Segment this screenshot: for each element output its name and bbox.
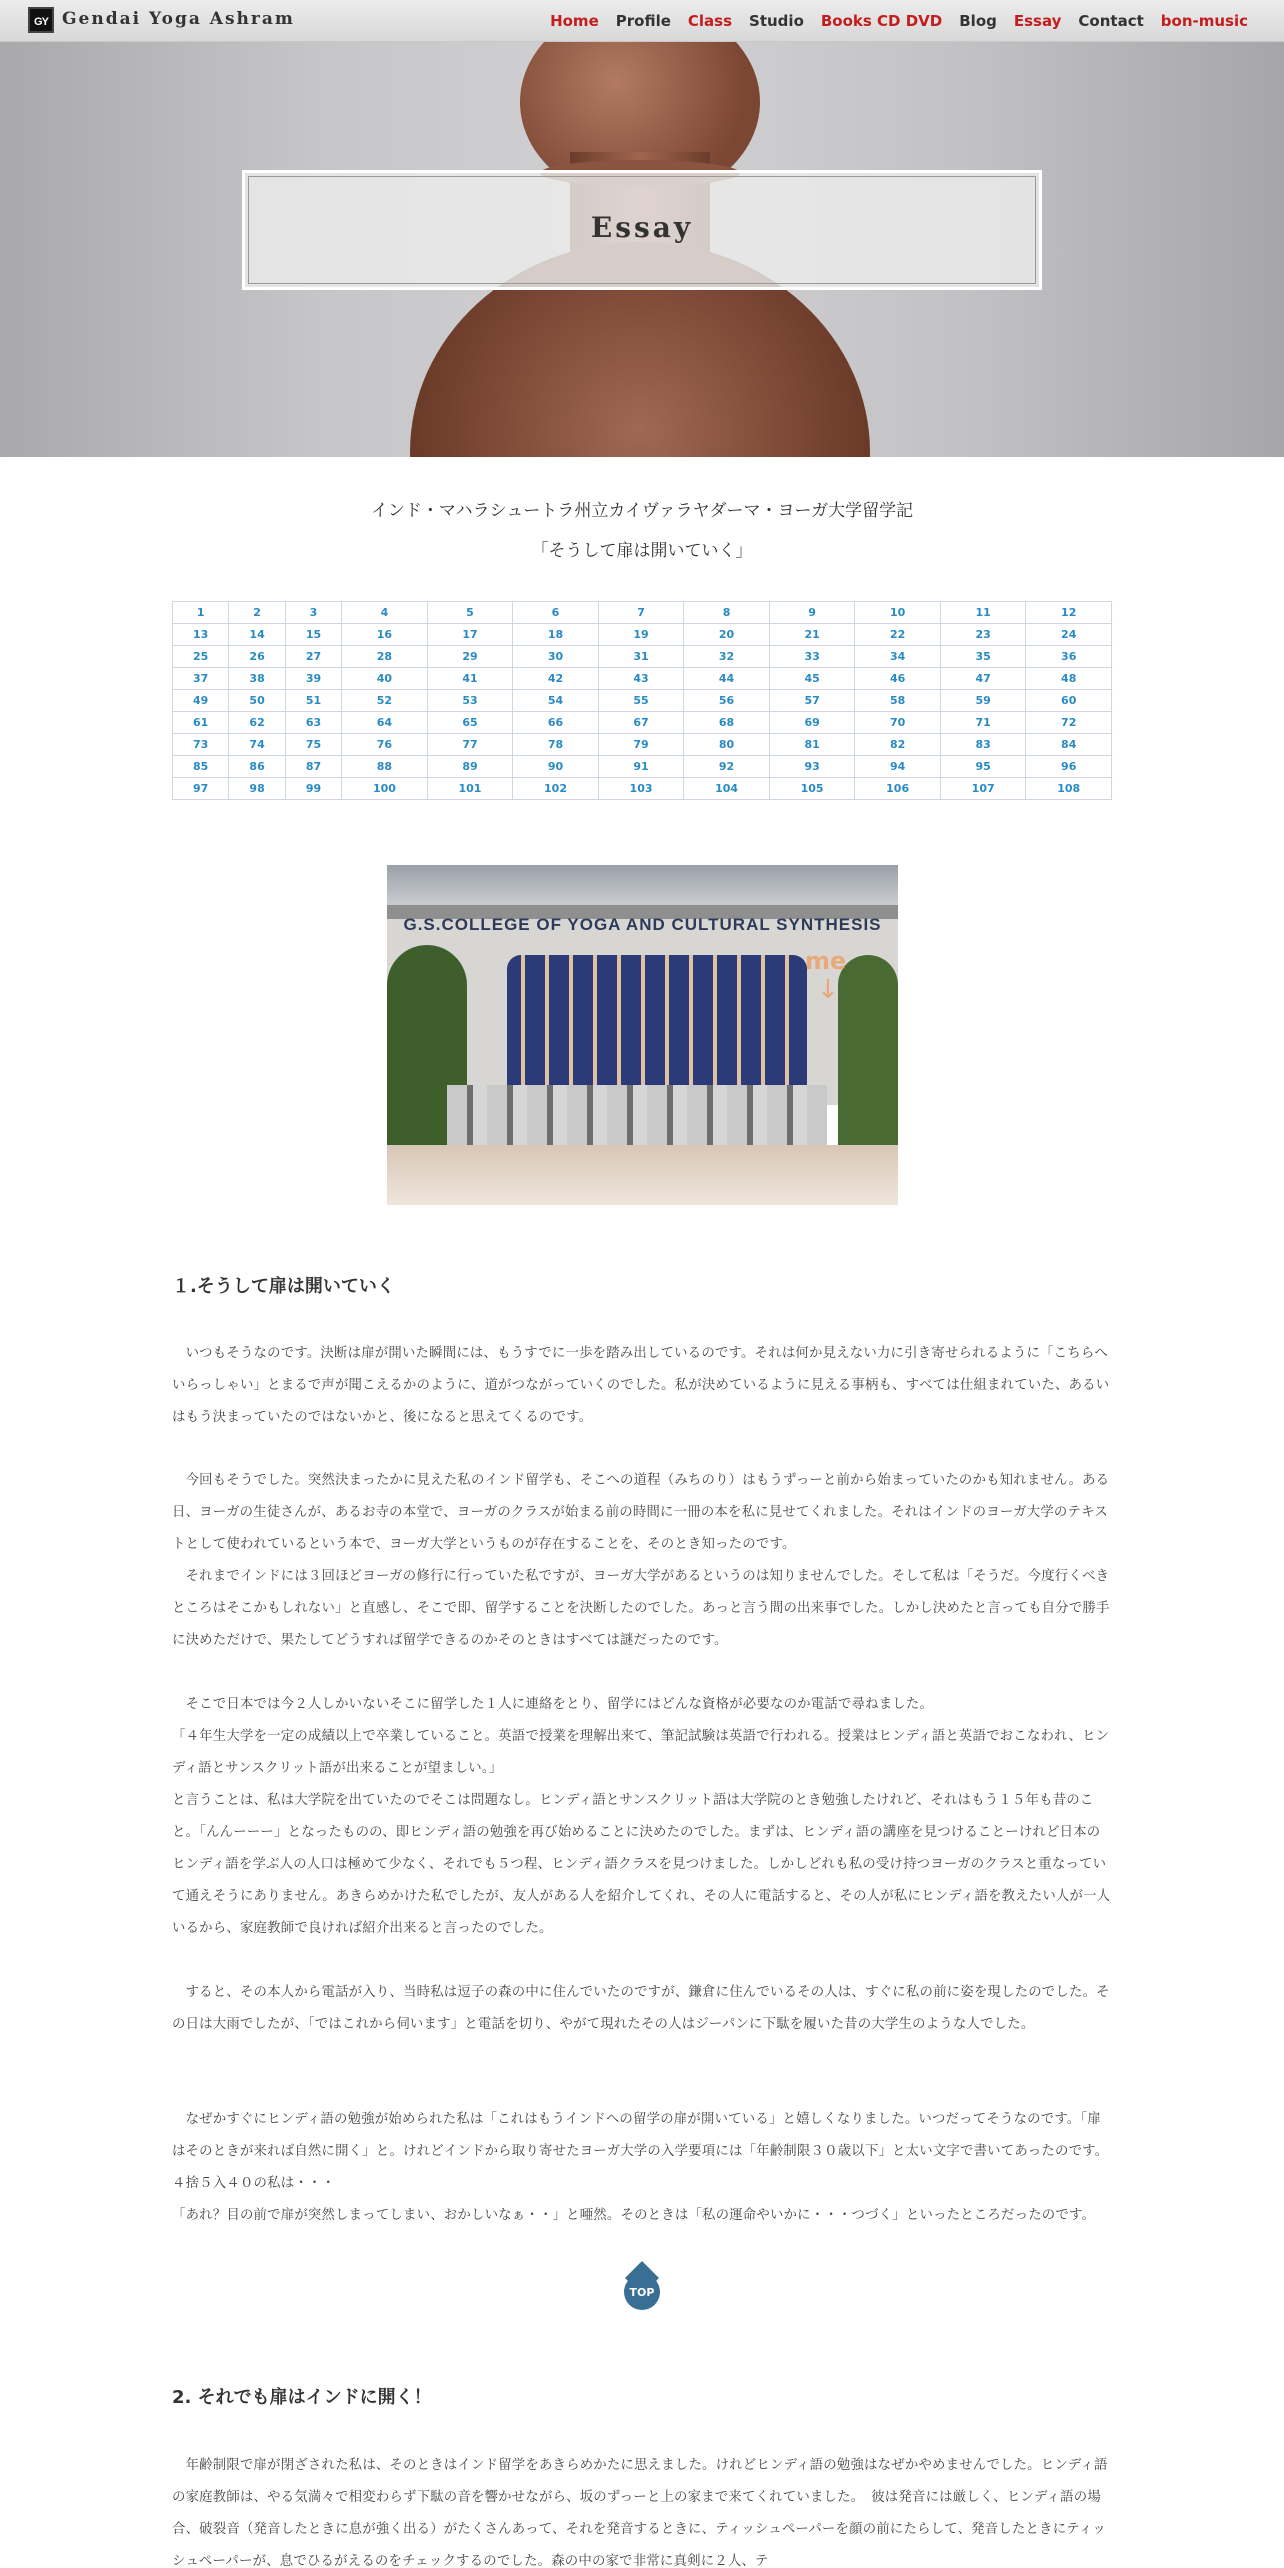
chapter-link[interactable]: 15 [285, 624, 341, 646]
chapter-link[interactable]: 12 [1026, 602, 1112, 624]
chapter-link[interactable]: 74 [229, 734, 285, 756]
college-sign: G.S.COLLEGE OF YOGA AND CULTURAL SYNTHESIS [403, 915, 882, 934]
nav-link-bon-music[interactable]: bon-music [1160, 12, 1248, 30]
chapter-index-row [173, 778, 1112, 800]
chapter-link[interactable]: 61 [173, 712, 229, 734]
chapter-link[interactable]: 65 [427, 712, 513, 734]
chapter-link[interactable]: 28 [342, 646, 428, 668]
chapter-link[interactable]: 5 [427, 602, 513, 624]
chapter-link[interactable]: 90 [513, 756, 599, 778]
photo-students [507, 955, 807, 1095]
chapter-index-row [173, 668, 1112, 690]
essay-series-title: インド・マハラシュートラ州立カイヴァラヤダーマ・ヨーガ大学留学記 [370, 501, 914, 521]
chapter-link[interactable]: 57 [769, 690, 855, 712]
chapter-index-row [173, 624, 1112, 646]
logo-icon[interactable]: GY [28, 7, 54, 33]
chapter-link[interactable]: 34 [855, 646, 941, 668]
section-1-paragraph-1: いつもそうなのです。決断は扉が開いた瞬間には、もうすでに一歩を踏み出しているのです。それは何か見えない力に引き寄せられるように「こちらへいらっしゃい」とまるで声が聞こえるかのように、道がつながっていくのでした。私が決めているように見える事柄も、すべては仕組まれていた、あるいはもう決まっていたのではないかと、後になると思えてくるのです。 [172, 1346, 1110, 1425]
photo-ground [387, 1145, 898, 1205]
chapter-link[interactable]: 105 [769, 778, 855, 800]
college-group-photo [387, 865, 898, 1205]
chapter-link[interactable]: 43 [598, 668, 684, 690]
chapter-link[interactable]: 87 [285, 756, 341, 778]
chapter-link[interactable]: 101 [427, 778, 513, 800]
chapter-link[interactable]: 21 [769, 624, 855, 646]
photo-tree-right [838, 955, 898, 1155]
nav-link-studio[interactable]: Studio [749, 12, 804, 30]
chapter-link[interactable]: 98 [229, 778, 285, 800]
chapter-index-table [172, 601, 1112, 800]
chapter-index-row [173, 690, 1112, 712]
chapter-link[interactable]: 52 [342, 690, 428, 712]
chapter-link[interactable]: 103 [598, 778, 684, 800]
chapter-link[interactable]: 50 [229, 690, 285, 712]
chapter-link[interactable]: 84 [1026, 734, 1112, 756]
chapter-link[interactable]: 67 [598, 712, 684, 734]
chapter-link[interactable]: 33 [769, 646, 855, 668]
chapter-link[interactable]: 76 [342, 734, 428, 756]
chapter-link[interactable]: 78 [513, 734, 599, 756]
chapter-index-row [173, 646, 1112, 668]
hero-banner [0, 42, 1284, 457]
chapter-link[interactable]: 49 [173, 690, 229, 712]
nav-link-home[interactable]: Home [550, 12, 599, 30]
nav-link-essay[interactable]: Essay [1013, 12, 1062, 30]
chapter-index-row [173, 756, 1112, 778]
chapter-link[interactable]: 37 [173, 668, 229, 690]
chapter-link[interactable]: 107 [940, 778, 1026, 800]
chapter-link[interactable]: 66 [513, 712, 599, 734]
chapter-link[interactable]: 81 [769, 734, 855, 756]
chapter-link[interactable]: 29 [427, 646, 513, 668]
chapter-link[interactable]: 56 [684, 690, 770, 712]
section-2-paragraph-1: 年齢制限で扉が閉ざされた私は、そのときはインド留学をあきらめかたに思えました。けれどヒンディ語の勉強はなぜかやめませんでした。ヒンディ語の家庭教師は、やる気満々で相変わらず下駄の音を響かせながら、坂のずっーと上の家まで来てくれていました。 彼は発音には厳しく、ヒンディ語の場合、破裂音（発音したときに息が強く出る）がたくさんあって、それを発音するときに、ティッシュペーパーを顔の前にたらして、発音したときにティッシュペーパーが、息でひるがえるのをチェックするのでした。森の中の家で非常に真剣に２人、テ [172, 2458, 1108, 2568]
chapter-link[interactable]: 17 [427, 624, 513, 646]
chapter-link[interactable]: 8 [684, 602, 770, 624]
chapter-link[interactable]: 95 [940, 756, 1026, 778]
chapter-link[interactable]: 64 [342, 712, 428, 734]
chapter-link[interactable]: 26 [229, 646, 285, 668]
chapter-link[interactable]: 47 [940, 668, 1026, 690]
chapter-link[interactable]: 75 [285, 734, 341, 756]
chapter-link[interactable]: 4 [342, 602, 428, 624]
chapter-link[interactable]: 69 [769, 712, 855, 734]
section-1-heading: １.そうして扉は開いていく [172, 1276, 395, 1297]
chapter-link[interactable]: 36 [1026, 646, 1112, 668]
nav-link-profile[interactable]: Profile [615, 12, 671, 30]
chapter-link[interactable]: 23 [940, 624, 1026, 646]
chapter-link[interactable]: 18 [513, 624, 599, 646]
chapter-link[interactable]: 19 [598, 624, 684, 646]
chapter-link[interactable]: 79 [598, 734, 684, 756]
chapter-link[interactable]: 51 [285, 690, 341, 712]
chapter-link[interactable]: 62 [229, 712, 285, 734]
chapter-link[interactable]: 16 [342, 624, 428, 646]
chapter-link[interactable]: 24 [1026, 624, 1112, 646]
chapter-link[interactable]: 83 [940, 734, 1026, 756]
chapter-link[interactable]: 55 [598, 690, 684, 712]
chapter-link[interactable]: 46 [855, 668, 941, 690]
chapter-link[interactable]: 10 [855, 602, 941, 624]
page-title: Essay [590, 211, 694, 244]
chapter-link[interactable]: 20 [684, 624, 770, 646]
chapter-link[interactable]: 41 [427, 668, 513, 690]
chapter-link[interactable]: 77 [427, 734, 513, 756]
chapter-link[interactable]: 3 [285, 602, 341, 624]
me-annotation: me [805, 947, 847, 975]
chapter-link[interactable]: 68 [684, 712, 770, 734]
chapter-link[interactable]: 89 [427, 756, 513, 778]
chapter-link[interactable]: 108 [1026, 778, 1112, 800]
chapter-link[interactable]: 22 [855, 624, 941, 646]
section-1-paragraph-4: すると、その本人から電話が入り、当時私は逗子の森の中に住んでいたのですが、鎌倉に住んでいるその人は、すぐに私の前に姿を現したのでした。その日は大雨でしたが、「ではこれから伺います」と電話を切り、やがて現れたその人はジーパンに下駄を履いた昔の大学生のような人でした。 [172, 1985, 1110, 2032]
chapter-link[interactable]: 58 [855, 690, 941, 712]
chapter-link[interactable]: 6 [513, 602, 599, 624]
arrow-down-icon: ↓ [817, 975, 839, 1005]
chapter-index-row [173, 602, 1112, 624]
back-to-top-label: TOP [629, 2286, 655, 2299]
chapter-link[interactable]: 70 [855, 712, 941, 734]
chapter-link[interactable]: 60 [1026, 690, 1112, 712]
chapter-link[interactable]: 30 [513, 646, 599, 668]
chapter-link[interactable]: 104 [684, 778, 770, 800]
chapter-link[interactable]: 2 [229, 602, 285, 624]
site-brand[interactable]: Gendai Yoga Ashram [62, 9, 295, 29]
chapter-link[interactable]: 48 [1026, 668, 1112, 690]
back-to-top-button[interactable] [622, 2262, 662, 2314]
chapter-link[interactable]: 13 [173, 624, 229, 646]
chapter-link[interactable]: 73 [173, 734, 229, 756]
chapter-link[interactable]: 14 [229, 624, 285, 646]
chapter-link[interactable]: 106 [855, 778, 941, 800]
section-1-paragraph-5: なぜかすぐにヒンディ語の勉強が始められた私は「これはもうインドへの留学の扉が開いている」と嬉しくなりました。いつだってそうなのです。「扉はそのときが来れば自然に開く」と。けれどインドから取り寄せたヨーガ大学の入学要項には「年齢制限３０歳以下」と太い文字で書いてあったのです。４捨５入４０の私は・・・ 「あれ？目の前で扉が突然しまってしまい、おかしいなぁ・・」と唖然。そのときは「私の運命やいかに・・・つづく」といったところだったのです。 [172, 2112, 1109, 2223]
chapter-link[interactable]: 99 [285, 778, 341, 800]
chapter-link[interactable]: 72 [1026, 712, 1112, 734]
chapter-link[interactable]: 53 [427, 690, 513, 712]
photo-sky [387, 865, 898, 905]
chapter-link[interactable]: 54 [513, 690, 599, 712]
chapter-link[interactable]: 35 [940, 646, 1026, 668]
chapter-link[interactable]: 11 [940, 602, 1026, 624]
chapter-link[interactable]: 39 [285, 668, 341, 690]
chapter-index-row [173, 734, 1112, 756]
chapter-link[interactable]: 25 [173, 646, 229, 668]
essay-series-subtitle: 「そうして扉は開いていく」 [531, 541, 753, 561]
chapter-link[interactable]: 38 [229, 668, 285, 690]
chapter-link[interactable]: 93 [769, 756, 855, 778]
chapter-link[interactable]: 63 [285, 712, 341, 734]
top-navbar [0, 0, 1284, 42]
chapter-link[interactable]: 80 [684, 734, 770, 756]
photo-front-row [447, 1085, 827, 1145]
chapter-link[interactable]: 94 [855, 756, 941, 778]
chapter-link[interactable]: 59 [940, 690, 1026, 712]
chapter-link[interactable]: 97 [173, 778, 229, 800]
chapter-link[interactable]: 96 [1026, 756, 1112, 778]
chapter-link[interactable]: 71 [940, 712, 1026, 734]
section-1-paragraph-3: そこで日本では今２人しかいないそこに留学した１人に連絡をとり、留学にはどんな資格が必要なのか電話で尋ねました。 「４年生大学を一定の成績以上で卒業していること。英語で授業を理解出来て、筆記試験は英語で行われる。授業はヒンディ語と英語でおこなわれ、ヒンディ語とサンスクリット語が出来ることが望ましい。」 と言うことは、私は大学院を出ていたのでそこは問題なし。ヒンディ語とサンスクリット語は大学院のとき勉強したけれど、それはもう１５年も昔のこと。「んんーーー」となったものの、即ヒンディ語の勉強を再び始めることに決めたのでした。まずは、ヒンディ語の講座を見つけることーけれど日本のヒンディ語を学ぶ人の人口は極めて少なく、それでも５つ程、ヒンディ語クラスを見つけました。しかしどれも私の受け持つヨーガのクラスと重なっていて通えそうにありません。あきらめかけた私でしたが、友人がある人を紹介してくれ、その人に電話すると、その人が私にヒンディ語を教えたい人が一人いるから、家庭教師で良ければ紹介出来ると言ったのでした。 [172, 1697, 1111, 1936]
chapter-link[interactable]: 1 [173, 602, 229, 624]
hero-title-frame [242, 170, 1042, 290]
chapter-link[interactable]: 31 [598, 646, 684, 668]
chapter-link[interactable]: 27 [285, 646, 341, 668]
chapter-link[interactable]: 7 [598, 602, 684, 624]
chapter-link[interactable]: 91 [598, 756, 684, 778]
nav-link-class[interactable]: Class [687, 12, 733, 30]
chapter-link[interactable]: 45 [769, 668, 855, 690]
chapter-index-row [173, 712, 1112, 734]
chapter-link[interactable]: 32 [684, 646, 770, 668]
chapter-link[interactable]: 44 [684, 668, 770, 690]
chapter-link[interactable]: 9 [769, 602, 855, 624]
main-nav [550, 12, 1248, 30]
section-1-paragraph-2: 今回もそうでした。突然決まったかに見えた私のインド留学も、そこへの道程（みちのり）はもうずっーと前から始まっていたのかも知れません。ある日、ヨーガの生徒さんが、あるお寺の本堂で、ヨーガのクラスが始まる前の時間に一冊の本を私に見せてくれました。それはインドのヨーガ大学のテキストとして使われているという本で、ヨーガ大学というものが存在することを、そのとき知ったのです。 それまでインドには３回ほどヨーガの修行に行っていた私ですが、ヨーガ大学があるというのは知りませんでした。そして私は「そうだ。今度行くべきところはそこかもしれない」と直感し、そこで即、留学することを決断したのでした。あっと言う間の出来事でした。しかし決めたと言っても自分で勝手に決めただけで、果たしてどうすれば留学できるのかそのときはすべては謎だったのです。 [172, 1473, 1110, 1648]
chapter-link[interactable]: 92 [684, 756, 770, 778]
chapter-link[interactable]: 82 [855, 734, 941, 756]
chapter-link[interactable]: 86 [229, 756, 285, 778]
chapter-link[interactable]: 102 [513, 778, 599, 800]
chapter-link[interactable]: 88 [342, 756, 428, 778]
nav-link-contact[interactable]: Contact [1078, 12, 1144, 30]
nav-link-books-cd-dvd[interactable]: Books CD DVD [820, 12, 943, 30]
chapter-link[interactable]: 42 [513, 668, 599, 690]
chapter-link[interactable]: 40 [342, 668, 428, 690]
section-2-heading: 2. それでも扉はインドに開く！ [172, 2387, 432, 2408]
chapter-link[interactable]: 85 [173, 756, 229, 778]
chapter-link[interactable]: 100 [342, 778, 428, 800]
nav-link-blog[interactable]: Blog [959, 12, 997, 30]
